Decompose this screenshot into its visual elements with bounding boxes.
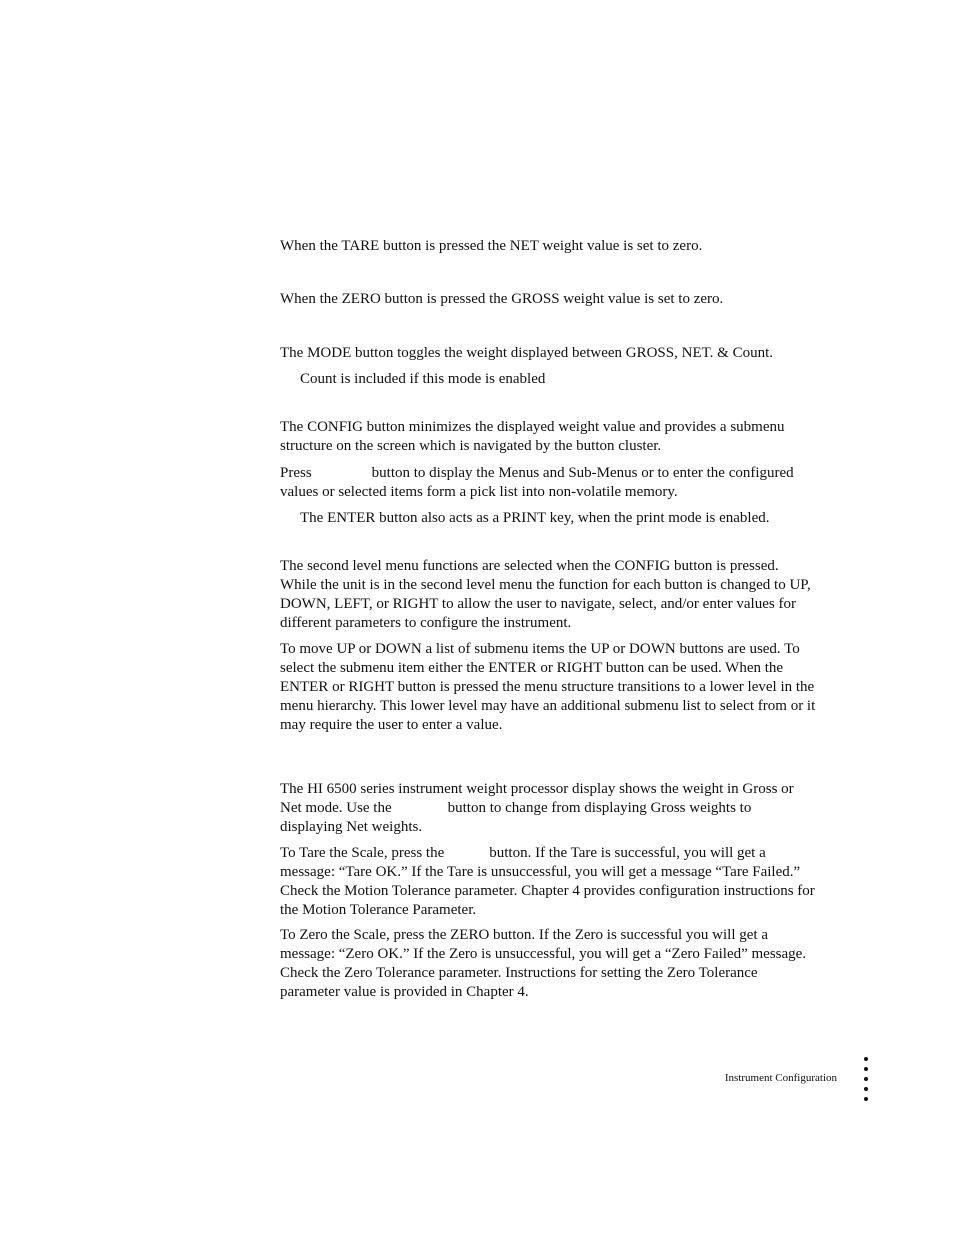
mode-note: Count is included if this mode is enabled <box>300 371 546 387</box>
display-text-start: The HI 6500 series instrument weight processor display shows the weight in Gross or Net mode. Use the <box>280 781 794 816</box>
tare-description: When the TARE button is pressed the NET weight value is set to zero. <box>280 238 703 254</box>
second-level-description: The second level menu functions are selected when the CONFIG button is pressed. While the unit is in the second level menu the function for each button is changed to UP, DOWN, LEFT, or RIGHT to allow the user to navigate, select, and/or enter values for different parameters to configure the instrument. <box>280 558 811 631</box>
zero-scale-description: To Zero the Scale, press the ZERO button. If the Zero is successful you will get a message: “Zero OK.” If the Zero is unsuccessful, you will get a “Zero Failed” message. Check the Zero Tolerance parameter. Instructions for setting the Zero Tolerance parameter value is provided in Chapter 4. <box>280 927 807 1000</box>
dot-5 <box>864 1097 868 1101</box>
enter-text-rest: button to display the Menus and Sub-Menus or to enter the configured values or selected items form a pick list into non-volatile memory. <box>280 465 794 500</box>
tare-scale-text-rest: button. If the Tare is successful, you will get a message: “Tare OK.” If the Tare is unsuccessful, you will get a message “Tare Failed.” Check the Motion Tolerance parameter. Chapter 4 provides configuration instructions for the Motion Tolerance Parameter. <box>280 845 815 918</box>
enter-text-start: Press <box>280 465 312 481</box>
dot-1 <box>864 1057 868 1061</box>
display-description <box>280 780 816 837</box>
tare-scale-description <box>280 844 816 920</box>
dot-2 <box>864 1067 868 1071</box>
tare-scale-text-start: To Tare the Scale, press the <box>280 845 445 861</box>
enter-description <box>280 464 816 502</box>
dot-3 <box>864 1077 868 1081</box>
mode-description: The MODE button toggles the weight displayed between GROSS, NET. & Count. <box>280 345 774 361</box>
page-edge-dots <box>864 1057 872 1107</box>
config-description: The CONFIG button minimizes the displayed weight value and provides a submenu structure on the screen which is navigated by the button cluster. <box>280 419 785 454</box>
display-text-rest: button to change from displaying Gross weights to displaying Net weights. <box>280 800 752 835</box>
zero-description: When the ZERO button is pressed the GROSS weight value is set to zero. <box>280 291 724 307</box>
enter-note: The ENTER button also acts as a PRINT key, when the print mode is enabled. <box>300 510 770 526</box>
dot-4 <box>864 1087 868 1091</box>
navigation-description: To move UP or DOWN a list of submenu items the UP or DOWN buttons are used. To select the submenu item either the ENTER or RIGHT button can be used. When the ENTER or RIGHT button is pressed the menu structure transitions to a lower level in the menu hierarchy. This lower level may have an additional submenu list to select from or it may require the user to enter a value. <box>280 641 816 733</box>
footer-section-title: Instrument Configuration <box>724 1072 837 1084</box>
